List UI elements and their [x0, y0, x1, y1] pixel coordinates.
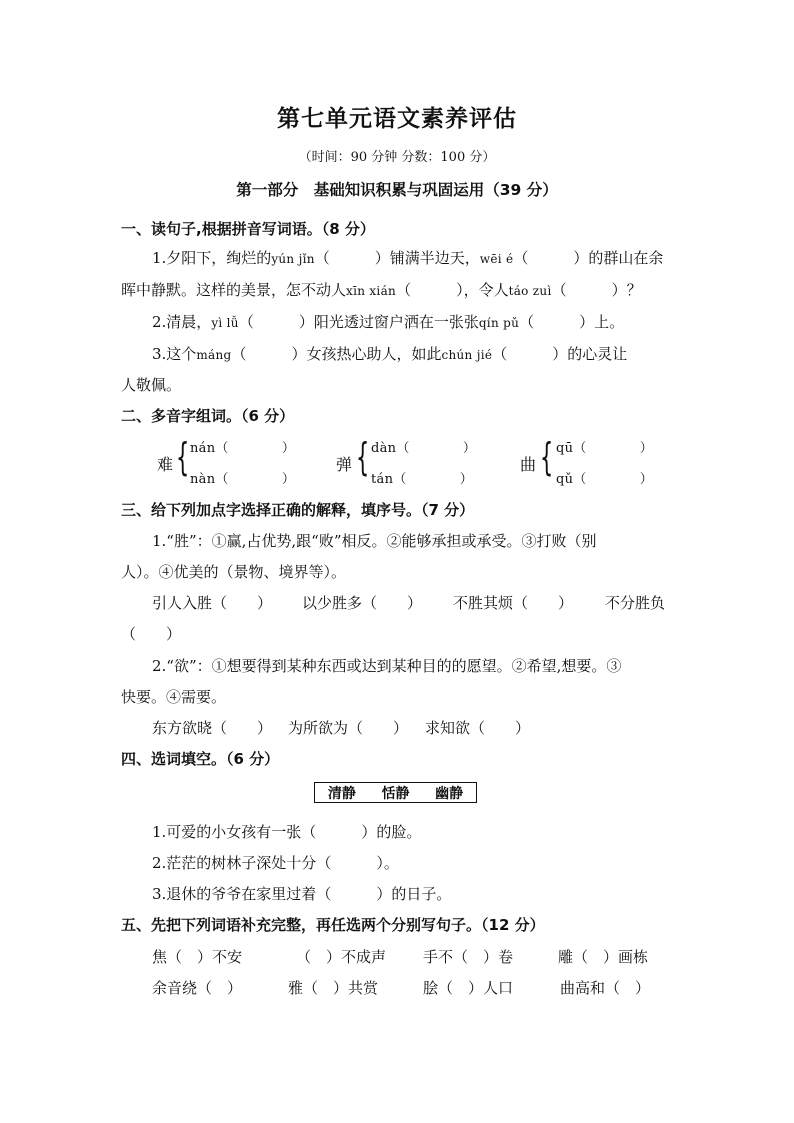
s1-q2 — [152, 311, 624, 332]
s1-q1-line2 — [121, 279, 642, 300]
s3-q2-definition-cont: 快要。④需要。 — [121, 688, 227, 706]
section-2-heading: 二、多音字组词。（6 分） — [121, 407, 295, 425]
text: （ ）铺满半边天， — [314, 249, 480, 267]
word-option: 清静 — [327, 785, 356, 802]
pinyin: máng — [196, 348, 232, 362]
s3-q2-item: 东方欲晓（ ） — [152, 719, 273, 737]
exam-info: （时间：90 分钟 分数：100 分） — [298, 150, 496, 165]
idiom-blank: 手不（ ）卷 — [423, 948, 514, 966]
text: 1.夕阳下，绚烂的 — [152, 249, 272, 267]
s1-q3-line2: 人敬佩。 — [121, 376, 182, 394]
text: 晖中静默。这样的美景，怎不动人 — [121, 281, 347, 299]
s3-q1-item: 引人入胜（ ） — [152, 594, 273, 612]
part-heading: 第一部分 基础知识积累与巩固运用（39 分） — [236, 181, 558, 199]
text: （ ）上。 — [519, 313, 625, 331]
pinyin: táo zuì — [508, 284, 552, 298]
text: （ ）的群山在余 — [513, 249, 664, 267]
idiom-blank: 余音绕（ ） — [152, 979, 243, 997]
text: （ ）的心灵让 — [492, 345, 628, 363]
polyphone-char: 曲 — [520, 455, 537, 474]
reading-2: qǔ（ ） — [556, 472, 654, 487]
section-4-heading: 四、选词填空。（6 分） — [121, 750, 280, 768]
s3-q1-tail: （ ） — [121, 625, 182, 643]
idiom-blank: 脍（ ）人口 — [423, 979, 514, 997]
text: （ ），令人 — [396, 281, 509, 299]
reading-2: nàn（ ） — [190, 472, 296, 487]
s3-q1-definition: 1.“胜”：①赢,占优势,跟“败”相反。②能够承担或承受。③打败（别 — [152, 532, 597, 550]
brace-icon: { — [176, 435, 190, 479]
polyphone-char: 难 — [157, 455, 174, 474]
s3-q2-definition: 2.“欲”：①想要得到某种东西或达到某种目的的愿望。②希望,想要。③ — [152, 657, 622, 675]
page-title: 第七单元语文素养评估 — [277, 106, 517, 132]
text: 3.这个 — [152, 345, 197, 363]
s3-q1-item: 以少胜多（ ） — [302, 594, 423, 612]
brace-icon: { — [356, 435, 370, 479]
text: （ ）阳光透过窗户洒在一张张 — [238, 313, 479, 331]
pinyin: yún jǐn — [271, 252, 315, 266]
s3-q1-item: 不胜其烦（ ） — [453, 594, 574, 612]
word-option: 幽静 — [435, 785, 464, 802]
s3-q2-item: 为所欲为（ ） — [288, 719, 409, 737]
s3-q1-definition-cont: 人）。④优美的（景物、境界等）。 — [121, 563, 347, 581]
reading-1: nán（ ） — [190, 441, 296, 456]
text: （ ）女孩热心助人，如此 — [231, 345, 442, 363]
s4-q1: 1.可爱的小女孩有一张（ ）的脸。 — [152, 823, 422, 841]
idiom-blank: 曲高和（ ） — [560, 979, 651, 997]
section-3-heading: 三、给下列加点字选择正确的解释，填序号。（7 分） — [121, 501, 475, 519]
polyphone-char: 弹 — [336, 455, 353, 474]
s3-q1-item: 不分胜负 — [605, 594, 666, 612]
pinyin: yì lǚ — [211, 316, 239, 330]
reading-1: qū（ ） — [556, 441, 654, 456]
text: （ ）？ — [551, 281, 642, 299]
s3-q2-item: 求知欲（ ） — [425, 719, 531, 737]
s1-q1-line1 — [152, 247, 663, 268]
reading-2: tán（ ） — [371, 472, 474, 487]
pinyin: chún jié — [441, 348, 493, 362]
pinyin: qín pǔ — [478, 316, 520, 330]
pinyin: wēi é — [479, 252, 514, 266]
word-bank — [314, 782, 477, 803]
idiom-blank: （ ）不成声 — [296, 948, 387, 966]
section-1-heading: 一、读句子,根据拼音写词语。（8 分） — [121, 220, 375, 238]
text: 2.清晨， — [152, 313, 212, 331]
s4-q3: 3.退休的爷爷在家里过着（ ）的日子。 — [152, 885, 452, 903]
idiom-blank: 雅（ ）共赏 — [288, 979, 379, 997]
word-option: 恬静 — [381, 785, 410, 802]
section-5-heading: 五、先把下列词语补充完整，再任选两个分别写句子。（12 分） — [121, 916, 545, 934]
brace-icon: { — [540, 435, 554, 479]
reading-1: dàn（ ） — [371, 441, 477, 456]
idiom-blank: 雕（ ）画栋 — [558, 948, 649, 966]
idiom-blank: 焦（ ）不安 — [152, 948, 243, 966]
pinyin: xīn xián — [346, 284, 397, 298]
s4-q2: 2.茫茫的树林子深处十分（ ）。 — [152, 854, 399, 872]
s1-q3 — [152, 343, 627, 364]
